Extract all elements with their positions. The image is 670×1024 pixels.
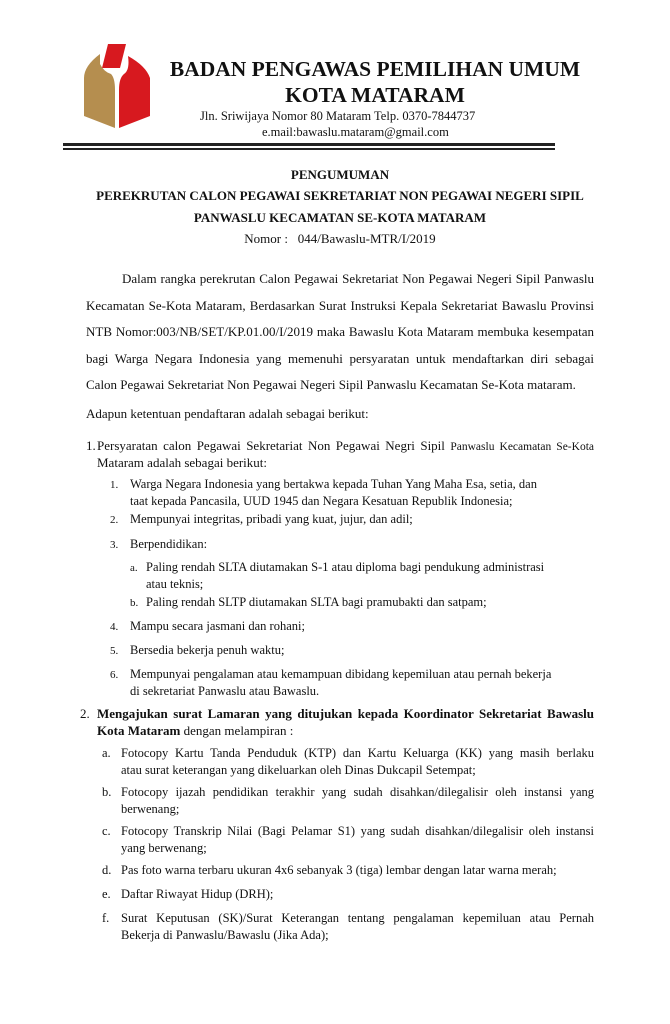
intro-paragraph: Dalam rangka perekrutan Calon Pegawai Sekretariat Non Pegawai Negeri Sipil Panwaslu Kecamatan Se-Kota Mataram, Berdasarkan Surat Instruksi Kepala Sekretariat Bawaslu Provinsi NTB Nomor:003/NB/SET/KP.01.00/I/2019 maka Bawaslu Kota Mataram membuka kesempatan bagi Warga Negara Indonesia yang memenuhi persyaratan untuk mendaftarkan diri sebagai Calon Pegawai Sekretariat Non Pegawai Negeri Sipil Panwaslu Kecamatan Se-Kota mataram. [86,271,594,392]
announcement-heading: PENGUMUMAN [290,167,390,182]
edu-a-letter: a. [130,562,138,574]
attach-f-line1: Surat Keputusan (SK)/Surat Keterangan tentang pengalaman kepemiluan atau Pernah [121,911,594,925]
edu-a-line1: Paling rendah SLTA diutamakan S-1 atau diploma bagi pendukung administrasi [146,560,545,574]
req-2-line1: Mempunyai integritas, pribadi yang kuat, jujur, dan adil; [130,512,413,526]
logo-red-right-shape [119,56,150,128]
attach-a-letter: a. [102,746,111,760]
attach-d-letter: d. [102,863,112,877]
edu-a-line2: atau teknis; [146,577,204,591]
section1-number: 1. [86,438,96,453]
attach-b-letter: b. [102,785,112,799]
attach-c-letter: c. [102,824,111,838]
req-4-number: 4. [110,621,119,633]
edu-b-line1: Paling rendah SLTP diutamakan SLTA bagi pramubakti dan satpam; [146,595,487,609]
attach-a-line1: Fotocopy Kartu Tanda Penduduk (KTP) dan Kartu Keluarga (KK) yang masih berlaku [121,746,594,760]
req-3-line1: Berpendidikan: [130,537,208,551]
announcement-title-line2: PANWASLU KECAMATAN SE-KOTA MATARAM [193,210,487,225]
req-3-number: 3. [110,539,119,551]
attach-b-line1: Fotocopy ijazah pendidikan terakhir yang sudah disahkan/dilegalisir oleh instansi yang [121,785,594,799]
attach-f-letter: f. [102,911,110,925]
req-2-number: 2. [110,514,119,526]
organization-city: KOTA MATARAM [285,83,465,107]
section1-text-small: Panwaslu Kecamatan Se-Kota [450,441,594,453]
section2-rest-line2: dengan melampiran : [180,723,294,738]
header-divider-thick [63,143,555,146]
section1-text-line2: Mataram adalah sebagai berikut: [97,455,268,470]
attach-d-line1: Pas foto warna terbaru ukuran 4x6 sebanyak 3 (tiga) lembar dengan latar warna merah; [121,863,557,877]
organization-name: BADAN PENGAWAS PEMILIHAN UMUM [169,57,581,81]
nomor-label: Nomor : [244,231,288,246]
req-1-line1: Warga Negara Indonesia yang bertakwa kepada Tuhan Yang Maha Esa, setia, dan [130,477,537,491]
attach-f-line2: Bekerja di Panwaslu/Bawaslu (Jika Ada); [121,928,329,942]
organization-address: Jln. Sriwijaya Nomor 80 Mataram Telp. 0370-7844737 [200,109,476,123]
header-divider-thin [63,148,555,150]
section2-number: 2. [80,706,90,721]
organization-email: e.mail:bawaslu.mataram@gmail.com [262,125,449,139]
req-6-line1: Mempunyai pengalaman atau kemampuan dibidang kepemiluan atau pernah bekerja [130,667,552,681]
req-1-line2: taat kepada Pancasila, UUD 1945 dan Negara Kesatuan Republik Indonesia; [130,494,513,508]
section1-text-line1 [97,438,594,454]
section1-text-main: Persyaratan calon Pegawai Sekretariat Non Pegawai Negri Sipil [97,438,445,453]
req-1-number: 1. [110,479,119,491]
req-5-line1: Bersedia bekerja penuh waktu; [130,643,285,657]
attach-c-line2: yang berwenang; [121,841,207,855]
req-6-line2: di sekretariat Panwaslu atau Bawaslu. [130,684,320,698]
attach-c-line1: Fotocopy Transkrip Nilai (Bagi Pelamar S1) yang sudah disahkan/dilegalisir oleh instansi [121,824,594,838]
edu-b-letter: b. [130,597,139,609]
req-5-number: 5. [110,645,119,657]
attach-b-line2: berwenang; [121,802,180,816]
section2-bold-line2: Kota Mataram [97,723,181,738]
attach-e-letter: e. [102,887,111,901]
attach-a-line2: atau surat keterangan yang dikeluarkan oleh Dinas Dukcapil Setempat; [121,763,476,777]
attach-e-line1: Daftar Riwayat Hidup (DRH); [121,887,274,901]
bawaslu-logo [78,40,156,132]
section2-bold-line1: Mengajukan surat Lamaran yang ditujukan kepada Koordinator Sekretariat Bawaslu [97,706,594,721]
req-6-number: 6. [110,669,119,681]
nomor-value: 044/Bawaslu-MTR/I/2019 [297,231,436,246]
section2-line2 [97,723,293,739]
provisions-intro: Adapun ketentuan pendaftaran adalah sebagai berikut: [86,406,369,421]
req-4-line1: Mampu secara jasmani dan rohani; [130,619,305,633]
announcement-title-line1: PEREKRUTAN CALON PEGAWAI SEKRETARIAT NON PEGAWAI NEGERI SIPIL [96,188,584,203]
logo-red-top-block [102,44,126,68]
announcement-number [60,231,620,247]
